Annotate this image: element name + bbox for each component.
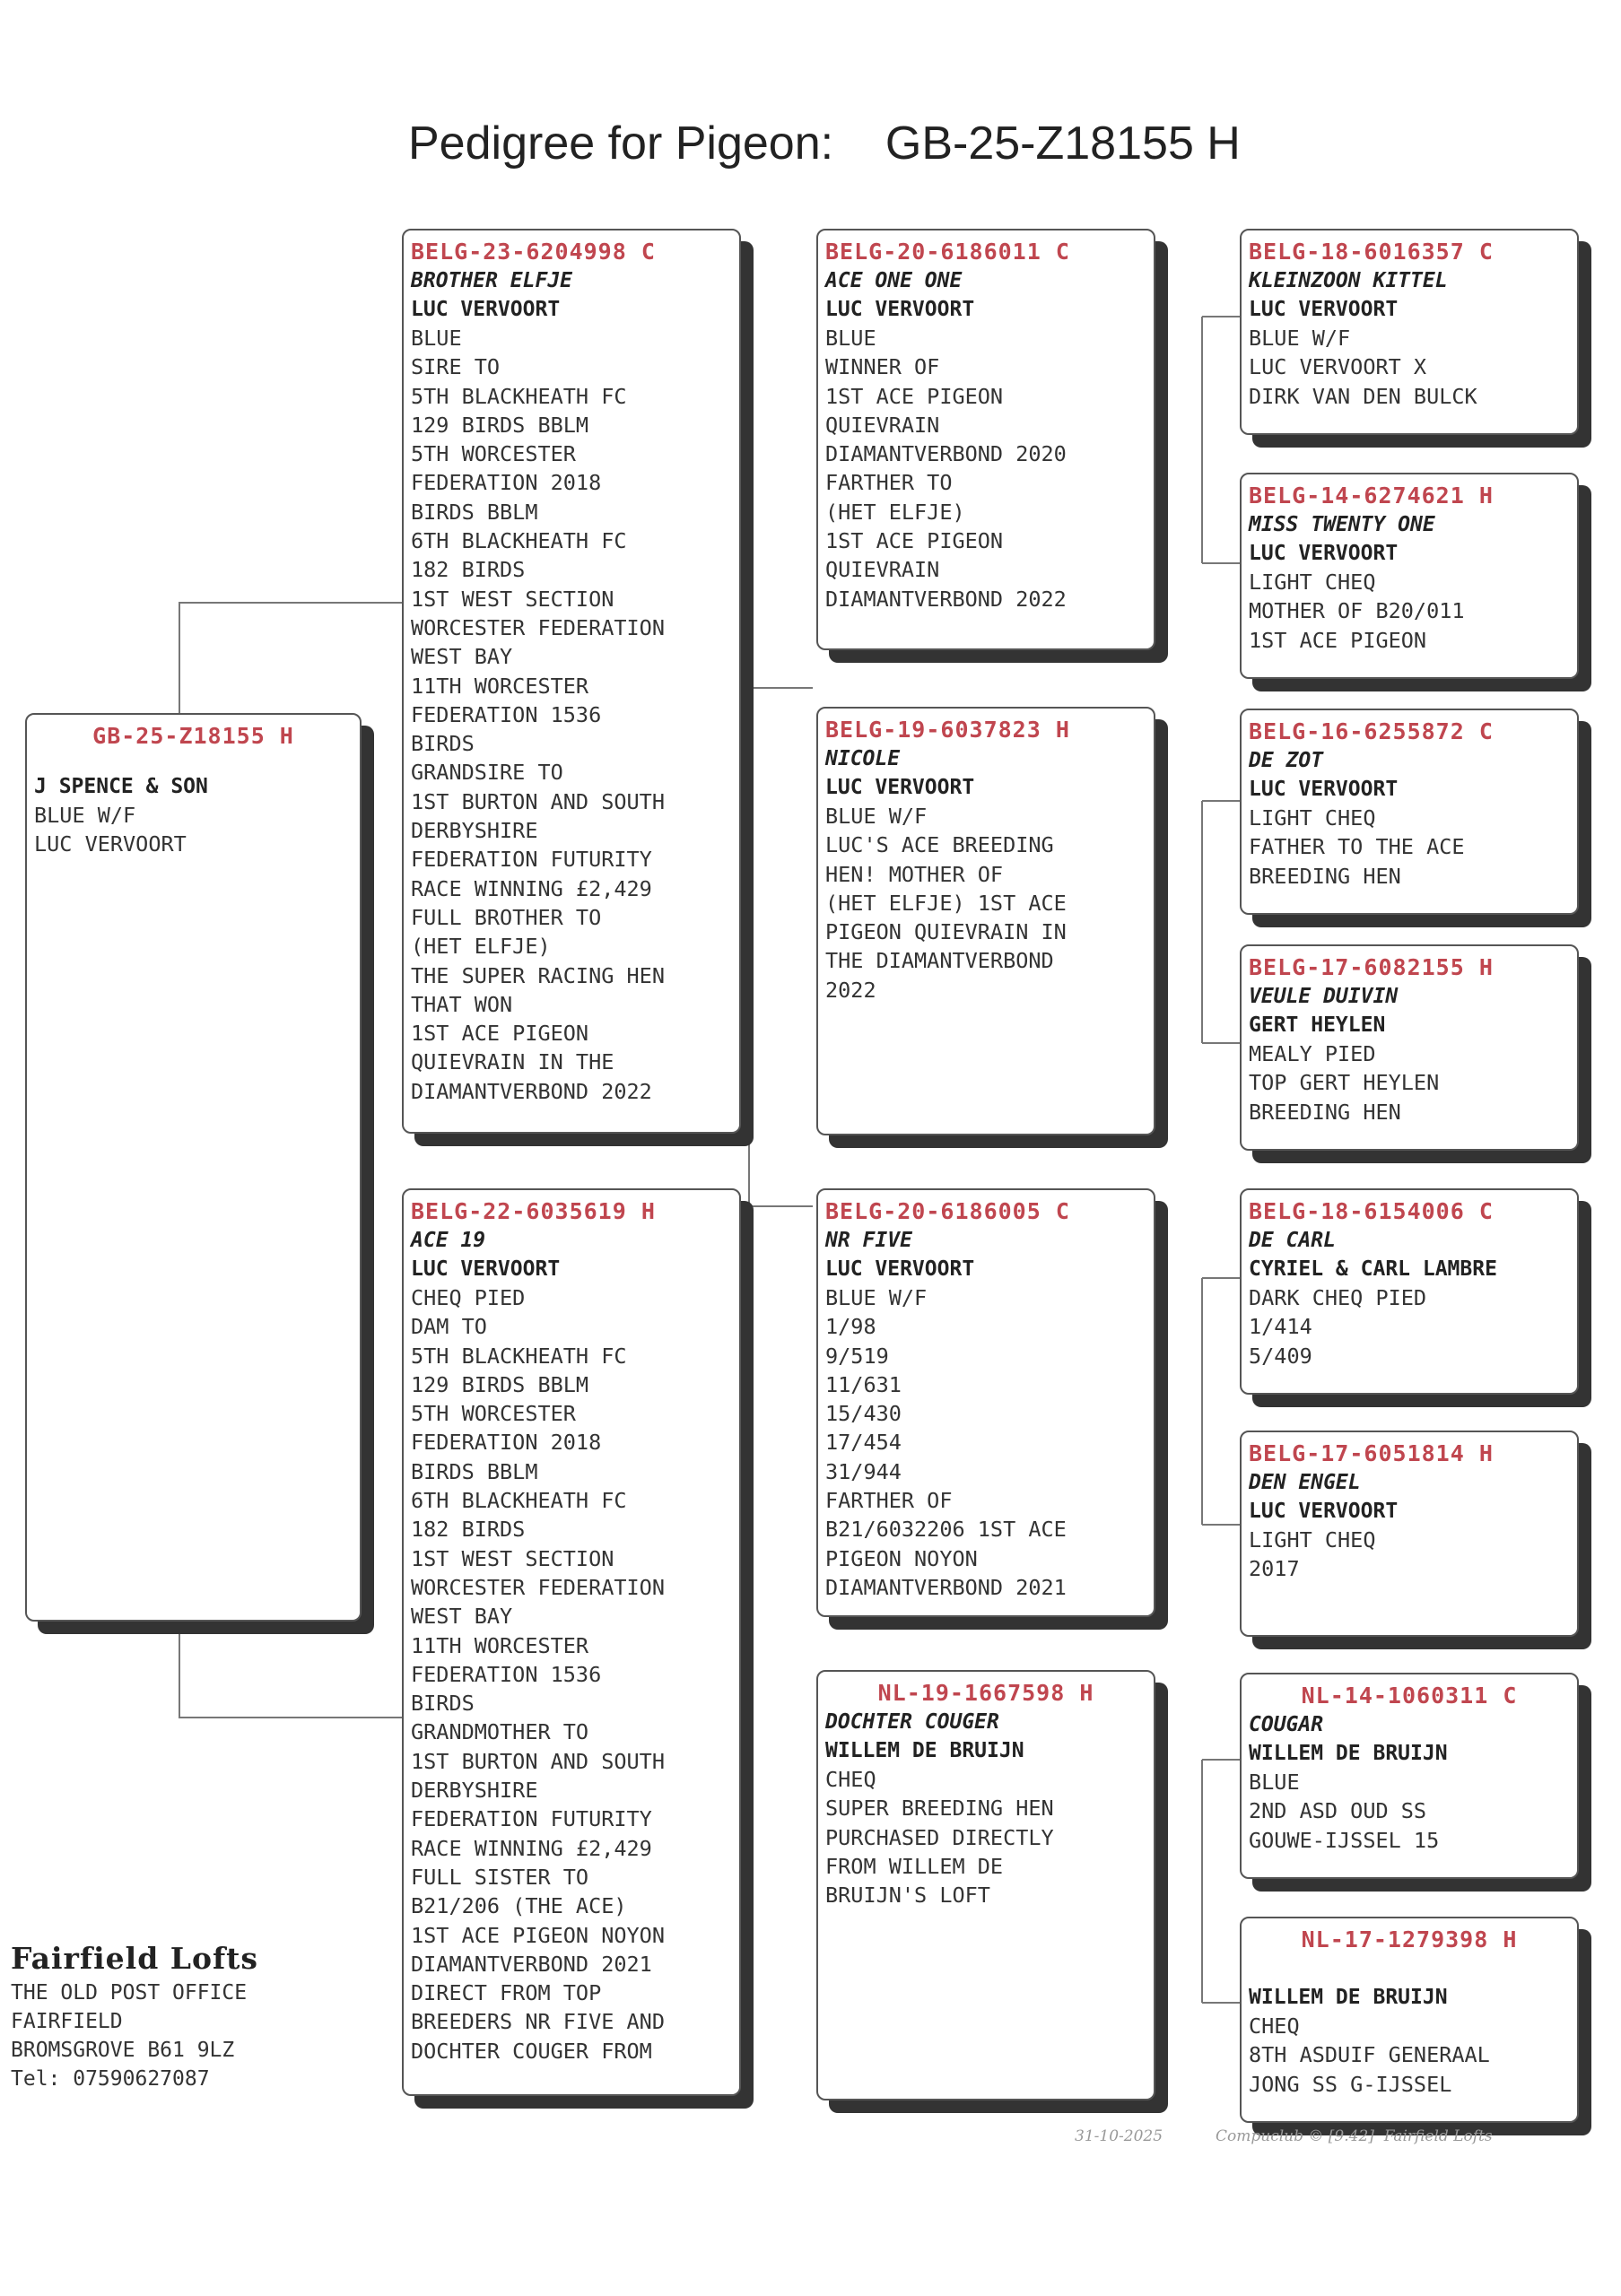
pedigree-note-line: 182 BIRDS — [411, 1517, 526, 1543]
pedigree-note-line: GRANDMOTHER TO — [411, 1719, 589, 1745]
pedigree-note-line: BREEDING HEN — [1249, 863, 1401, 889]
pedigree-note-line: HEN! MOTHER OF — [825, 861, 1004, 887]
ggp1-breeder: LUC VERVOORT — [1249, 298, 1399, 321]
pedigree-note-line: 11TH WORCESTER — [411, 673, 589, 699]
pedigree-note-line: B21/206 (THE ACE) — [411, 1893, 627, 1919]
dam-sire-notes — [825, 1283, 1154, 1602]
sire-sire-card[interactable] — [816, 229, 1155, 650]
pedigree-note-line: LIGHT CHEQ — [1249, 1527, 1376, 1552]
ggp1-notes — [1249, 324, 1577, 411]
pedigree-note-line: QUIEVRAIN — [825, 557, 940, 583]
ggp4-ring: BELG-17-6082155 H — [1249, 954, 1494, 980]
pedigree-note-line: 5TH WORCESTER — [411, 441, 576, 467]
pedigree-note-line: MEALY PIED — [1249, 1041, 1376, 1066]
dam-card[interactable] — [402, 1188, 741, 2096]
pedigree-note-line: BLUE W/F — [825, 804, 928, 829]
pedigree-note-line: DERBYSHIRE — [411, 1778, 538, 1804]
sire-sire-breeder: LUC VERVOORT — [825, 298, 975, 321]
pedigree-note-line: DIAMANTVERBOND 2020 — [825, 441, 1067, 467]
ggp3-notes — [1249, 804, 1577, 891]
pedigree-note-line: 129 BIRDS BBLM — [411, 1371, 589, 1397]
address-line-1: THE OLD POST OFFICE — [11, 1981, 248, 2005]
sire-dam-card[interactable] — [816, 707, 1155, 1135]
pedigree-note-line: THE SUPER RACING HEN — [411, 962, 665, 988]
ggp-card-3[interactable] — [1240, 709, 1579, 915]
ggp-card-4[interactable] — [1240, 944, 1579, 1151]
sire-breeder: LUC VERVOORT — [411, 298, 561, 321]
pedigree-note-line: FEDERATION 1536 — [411, 1661, 602, 1687]
ggp8-breeder: WILLEM DE BRUIJN — [1249, 1986, 1448, 2009]
pedigree-note-line: DAM TO — [411, 1314, 487, 1340]
pedigree-note-line: 11/631 — [825, 1371, 902, 1397]
pedigree-note-line: JONG SS G-IJSSEL — [1249, 2071, 1452, 2097]
ggp7-ring: NL-14-1060311 C — [1301, 1683, 1518, 1709]
pedigree-note-line: 1ST ACE PIGEON NOYON — [411, 1922, 665, 1948]
sire-dam-notes — [825, 802, 1154, 1004]
pedigree-note-line: CHEQ PIED — [411, 1285, 526, 1310]
pedigree-note-line: (HET ELFJE) 1ST ACE — [825, 890, 1067, 916]
pedigree-note-line: 129 BIRDS BBLM — [411, 412, 589, 438]
telephone: Tel: 07590627087 — [11, 2067, 210, 2091]
pedigree-note-line: RACE WINNING £2,429 — [411, 1835, 652, 1861]
ggp5-breeder: CYRIEL & CARL LAMBRE — [1249, 1257, 1497, 1281]
sire-name: BROTHER ELFJE — [411, 269, 573, 292]
dam-sire-breeder: LUC VERVOORT — [825, 1257, 975, 1281]
pedigree-note-line: 2ND ASD OUD SS — [1249, 1798, 1427, 1824]
sire-sire-notes — [825, 324, 1154, 613]
pedigree-note-line: DIAMANTVERBOND 2022 — [411, 1078, 652, 1104]
pedigree-note-line: 2022 — [825, 977, 876, 1003]
pedigree-note-line: 15/430 — [825, 1401, 902, 1427]
pedigree-note-line: BLUE W/F — [825, 1285, 928, 1310]
software-credit: Compuclub © [9.42] Fairfield Lofts — [1216, 2127, 1493, 2145]
ggp7-breeder: WILLEM DE BRUIJN — [1249, 1742, 1448, 1765]
ggp4-breeder: GERT HEYLEN — [1249, 1013, 1386, 1037]
ggp1-ring: BELG-18-6016357 C — [1249, 239, 1494, 265]
pedigree-note-line: DOCHTER COUGER FROM — [411, 2038, 652, 2064]
pedigree-note-line: (HET ELFJE) — [411, 934, 551, 960]
ggp7-name: COUGAR — [1249, 1713, 1324, 1736]
ggp3-breeder: LUC VERVOORT — [1249, 778, 1399, 801]
pedigree-note-line: RACE WINNING £2,429 — [411, 875, 652, 901]
pedigree-note-line: 31/944 — [825, 1458, 902, 1484]
pedigree-note-line: 1ST ACE PIGEON — [825, 383, 1004, 409]
pedigree-note-line: 1ST BURTON AND SOUTH — [411, 1748, 665, 1774]
pedigree-note-line: CHEQ — [825, 1767, 876, 1792]
sire-dam-name: NICOLE — [825, 747, 901, 770]
pedigree-note-line: PIGEON NOYON — [825, 1545, 978, 1571]
dam-dam-ring: NL-19-1667598 H — [877, 1680, 1094, 1706]
address-line-3: BROMSGROVE B61 9LZ — [11, 2039, 235, 2062]
dam-name: ACE 19 — [411, 1229, 486, 1252]
ggp3-ring: BELG-16-6255872 C — [1249, 718, 1494, 744]
pedigree-note-line: BIRDS — [411, 1691, 475, 1717]
pedigree-note-line: BIRDS BBLM — [411, 1458, 538, 1484]
pedigree-note-line: DARK CHEQ PIED — [1249, 1285, 1427, 1310]
loft-address-block — [11, 1939, 258, 2093]
pedigree-note-line: BLUE — [1249, 1770, 1300, 1795]
pedigree-note-line: 1/414 — [1249, 1314, 1312, 1340]
pedigree-note-line: DIAMANTVERBOND 2021 — [411, 1951, 652, 1977]
dam-dam-name: DOCHTER COUGER — [825, 1710, 999, 1734]
pedigree-note-line: BLUE — [825, 326, 876, 351]
print-date: 31-10-2025 — [1075, 2127, 1163, 2145]
pedigree-note-line: THE DIAMANTVERBOND — [825, 948, 1054, 974]
sire-dam-ring: BELG-19-6037823 H — [825, 717, 1070, 743]
pedigree-note-line: 9/519 — [825, 1343, 889, 1369]
pedigree-note-line: MOTHER OF B20/011 — [1249, 598, 1465, 624]
pedigree-note-line: LIGHT CHEQ — [1249, 570, 1376, 595]
ggp8-name — [1249, 1954, 1577, 1983]
pedigree-note-line: FEDERATION 1536 — [411, 701, 602, 727]
pedigree-note-line: FEDERATION FUTURITY — [411, 847, 652, 873]
pedigree-note-line: DIAMANTVERBOND 2022 — [825, 586, 1067, 612]
sire-ring: BELG-23-6204998 C — [411, 239, 656, 265]
pedigree-note-line: GOUWE-IJSSEL 15 — [1249, 1827, 1440, 1853]
pedigree-note-line: LUC'S ACE BREEDING — [825, 832, 1054, 858]
pedigree-note-line: CHEQ — [1249, 2013, 1300, 2039]
pedigree-note-line: 8TH ASDUIF GENERAAL — [1249, 2042, 1490, 2068]
pedigree-note-line: WORCESTER FEDERATION — [411, 1574, 665, 1600]
pedigree-note-line: 6TH BLACKHEATH FC — [411, 528, 627, 554]
ggp6-breeder: LUC VERVOORT — [1249, 1500, 1399, 1523]
pedigree-note-line: 2017 — [1249, 1556, 1300, 1582]
dam-ring: BELG-22-6035619 H — [411, 1198, 656, 1224]
loft-name: Fairfield Lofts — [11, 1941, 258, 1976]
sire-sire-ring: BELG-20-6186011 C — [825, 239, 1070, 265]
pedigree-note-line: 5TH WORCESTER — [411, 1401, 576, 1427]
pedigree-note-line: FEDERATION FUTURITY — [411, 1806, 652, 1832]
pedigree-note-line: THAT WON — [411, 991, 513, 1017]
pedigree-note-line: PIGEON QUIEVRAIN IN — [825, 919, 1067, 945]
ggp3-name: DE ZOT — [1249, 749, 1324, 772]
dam-dam-breeder: WILLEM DE BRUIJN — [825, 1739, 1024, 1762]
ggp5-notes — [1249, 1283, 1577, 1370]
pedigree-note-line: DIAMANTVERBOND 2021 — [825, 1574, 1067, 1600]
ggp8-ring: NL-17-1279398 H — [1301, 1926, 1518, 1952]
pedigree-note-line: BLUE W/F — [1249, 326, 1351, 351]
ggp-card-6[interactable] — [1240, 1431, 1579, 1637]
pedigree-note-line: WORCESTER FEDERATION — [411, 614, 665, 640]
subject-owner: J SPENCE & SON — [34, 775, 208, 798]
subject-colour: BLUE W/F — [34, 803, 136, 828]
pedigree-note-line: FULL SISTER TO — [411, 1864, 589, 1890]
sire-sire-name: ACE ONE ONE — [825, 269, 963, 292]
ggp5-ring: BELG-18-6154006 C — [1249, 1198, 1494, 1224]
sire-notes — [411, 324, 739, 1106]
pedigree-note-line: 17/454 — [825, 1430, 902, 1456]
pedigree-note-line: LIGHT CHEQ — [1249, 805, 1376, 831]
pedigree-note-line: 5TH BLACKHEATH FC — [411, 1343, 627, 1369]
ggp-card-1[interactable] — [1240, 229, 1579, 435]
pedigree-note-line: 6TH BLACKHEATH FC — [411, 1488, 627, 1514]
pedigree-note-line: BLUE — [411, 326, 462, 351]
ggp7-notes — [1249, 1768, 1577, 1855]
pedigree-note-line: B21/6032206 1ST ACE — [825, 1517, 1067, 1543]
title-ring: GB-25-Z18155 H — [885, 117, 1241, 170]
pedigree-note-line: WINNER OF — [825, 354, 940, 380]
pedigree-note-line: DIRK VAN DEN BULCK — [1249, 383, 1477, 409]
pedigree-note-line: 1ST BURTON AND SOUTH — [411, 788, 665, 814]
ggp-card-2[interactable] — [1240, 473, 1579, 679]
ggp2-ring: BELG-14-6274621 H — [1249, 483, 1494, 509]
sire-dam-breeder: LUC VERVOORT — [825, 776, 975, 799]
ggp2-notes — [1249, 568, 1577, 655]
pedigree-note-line: LUC VERVOORT X — [1249, 354, 1427, 380]
pedigree-note-line: FATHER TO THE ACE — [1249, 834, 1465, 860]
dam-dam-notes — [825, 1765, 1154, 1909]
pedigree-note-line: BREEDING HEN — [1249, 1099, 1401, 1125]
pedigree-note-line: 1ST ACE PIGEON — [411, 1021, 589, 1047]
ggp-card-5[interactable] — [1240, 1188, 1579, 1395]
pedigree-note-line: FEDERATION 2018 — [411, 470, 602, 496]
pedigree-note-line: FARTHER OF — [825, 1488, 953, 1514]
pedigree-note-line: GRANDSIRE TO — [411, 760, 563, 786]
ggp1-name: KLEINZOON KITTEL — [1249, 269, 1448, 292]
ggp2-breeder: LUC VERVOORT — [1249, 542, 1399, 565]
ggp-card-8[interactable] — [1240, 1917, 1579, 2123]
pedigree-note-line: 182 BIRDS — [411, 557, 526, 583]
pedigree-note-line: (HET ELFJE) — [825, 499, 965, 525]
sire-card[interactable] — [402, 229, 741, 1134]
pedigree-note-line: 1/98 — [825, 1314, 876, 1340]
pedigree-note-line: 11TH WORCESTER — [411, 1632, 589, 1658]
ggp8-notes — [1249, 2012, 1577, 2099]
ggp-card-7[interactable] — [1240, 1673, 1579, 1879]
subject-ring: GB-25-Z18155 H — [92, 723, 294, 749]
subject-card[interactable] — [25, 713, 362, 1622]
pedigree-note-line: DERBYSHIRE — [411, 818, 538, 844]
pedigree-note-line: 5TH BLACKHEATH FC — [411, 383, 627, 409]
pedigree-note-line: BREEDERS NR FIVE AND — [411, 2009, 665, 2035]
pedigree-note-line: FEDERATION 2018 — [411, 1430, 602, 1456]
pedigree-note-line: QUIEVRAIN IN THE — [411, 1049, 614, 1075]
title-label: Pedigree for Pigeon: — [408, 117, 834, 170]
pedigree-note-line: BIRDS — [411, 731, 475, 757]
ggp6-notes — [1249, 1526, 1577, 1584]
pedigree-note-line: FARTHER TO — [825, 470, 953, 496]
pedigree-note-line: WEST BAY — [411, 1604, 513, 1630]
ggp6-ring: BELG-17-6051814 H — [1249, 1440, 1494, 1466]
subject-breeder: LUC VERVOORT — [34, 831, 187, 857]
pedigree-note-line: WEST BAY — [411, 644, 513, 670]
dam-notes — [411, 1283, 739, 2066]
ggp6-name: DEN ENGEL — [1249, 1471, 1361, 1494]
pedigree-note-line: 1ST ACE PIGEON — [825, 528, 1004, 554]
dam-sire-name: NR FIVE — [825, 1229, 912, 1252]
pedigree-note-line: 1ST ACE PIGEON — [1249, 627, 1427, 653]
pedigree-note-line: BRUIJN'S LOFT — [825, 1883, 990, 1909]
pedigree-note-line: QUIEVRAIN — [825, 412, 940, 438]
pedigree-note-line: BIRDS BBLM — [411, 499, 538, 525]
pedigree-note-line: SIRE TO — [411, 354, 501, 380]
dam-sire-card[interactable] — [816, 1188, 1155, 1617]
pedigree-note-line: SUPER BREEDING HEN — [825, 1796, 1054, 1822]
pedigree-note-line: PURCHASED DIRECTLY — [825, 1824, 1054, 1850]
pedigree-note-line: FROM WILLEM DE — [825, 1853, 1004, 1879]
pedigree-note-line: 1ST WEST SECTION — [411, 586, 614, 612]
pedigree-note-line: 1ST WEST SECTION — [411, 1545, 614, 1571]
pedigree-note-line: FULL BROTHER TO — [411, 904, 602, 930]
ggp5-name: DE CARL — [1249, 1229, 1336, 1252]
dam-sire-ring: BELG-20-6186005 C — [825, 1198, 1070, 1224]
ggp4-notes — [1249, 1039, 1577, 1126]
pedigree-note-line: DIRECT FROM TOP — [411, 1980, 602, 2006]
ggp4-name: VEULE DUIVIN — [1249, 985, 1399, 1008]
ggp2-name: MISS TWENTY ONE — [1249, 513, 1435, 536]
dam-dam-card[interactable] — [816, 1670, 1155, 2100]
address-line-2: FAIRFIELD — [11, 2010, 123, 2033]
pedigree-note-line: 5/409 — [1249, 1343, 1312, 1369]
dam-breeder: LUC VERVOORT — [411, 1257, 561, 1281]
pedigree-note-line: TOP GERT HEYLEN — [1249, 1070, 1440, 1096]
